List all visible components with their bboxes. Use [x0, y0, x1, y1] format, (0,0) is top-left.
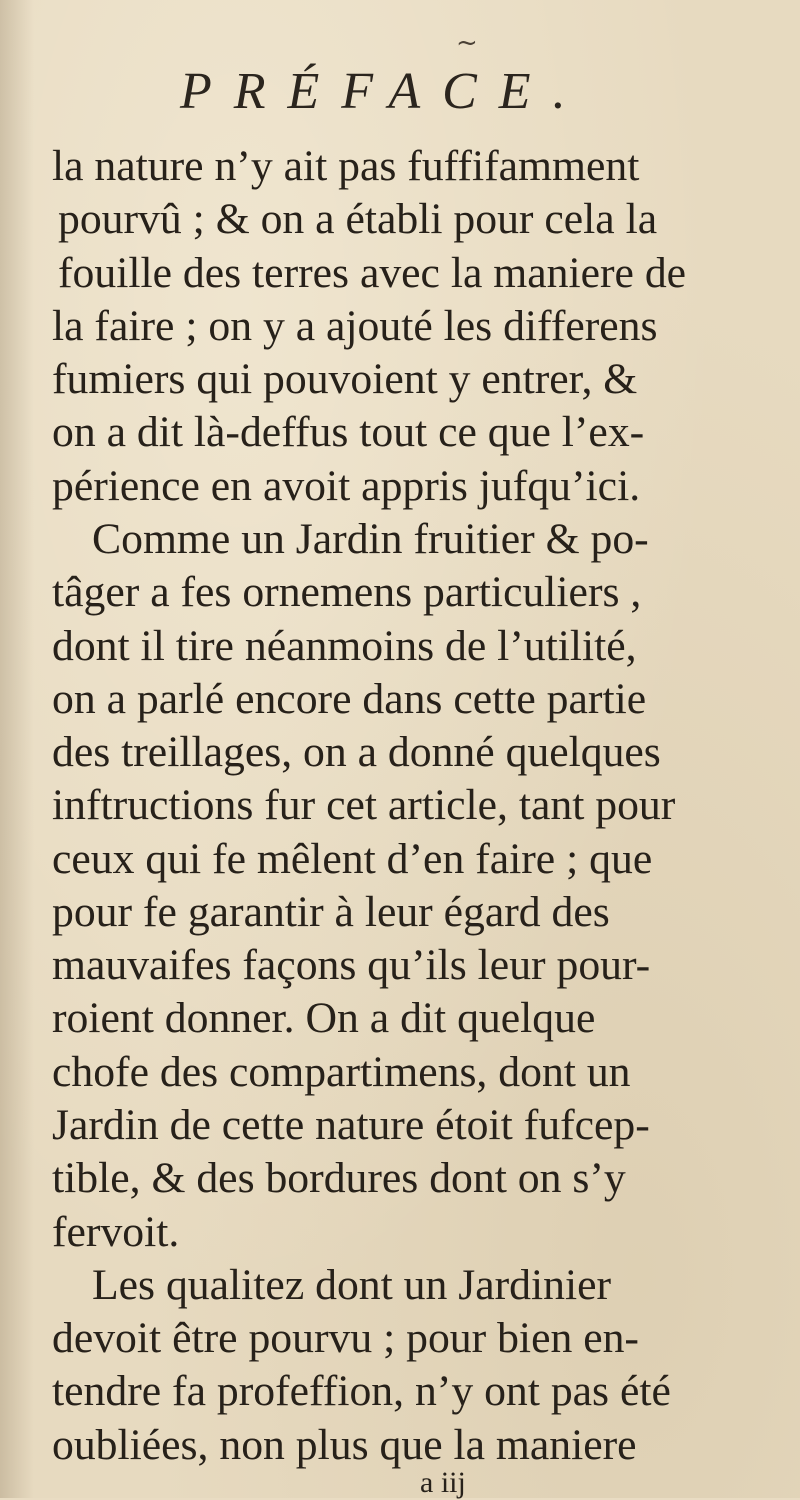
- text-line: tible, & des bordures dont on s’y: [52, 1154, 626, 1203]
- text-line: on a dit là-deffus tout ce que l’ex-: [52, 408, 645, 457]
- text-line: tendre fa profeffion, n’y ont pas été: [52, 1367, 671, 1416]
- text-line: pour fe garantir à leur égard des: [52, 887, 610, 936]
- text-line: fervoit.: [52, 1207, 180, 1256]
- text-line: chofe des compartimens, dont un: [52, 1047, 631, 1096]
- text-line: roient donner. On a dit quelque: [52, 994, 596, 1043]
- text-line: des treillages, on a donné quelques: [52, 728, 661, 777]
- page-signature: a iij: [420, 1466, 466, 1499]
- text-line: Comme un Jardin fruitier & po-: [92, 514, 649, 563]
- text-line: pourvû ; & on a établi pour cela la: [58, 195, 658, 244]
- stray-mark: ~: [456, 28, 478, 58]
- text-line: dont il tire néanmoins de l’utilité,: [52, 621, 637, 670]
- text-line: fouille des terres avec la maniere de: [58, 248, 687, 297]
- text-line: fumiers qui pouvoient y entrer, &: [52, 355, 638, 404]
- text-line: devoit être pourvu ; pour bien en-: [52, 1314, 639, 1363]
- text-line: Les qualitez dont un Jardinier: [92, 1260, 612, 1309]
- text-line: périence en avoit appris jufqu’ici.: [52, 461, 641, 510]
- text-line: tâger a fes ornemens particuliers ,: [52, 568, 642, 617]
- text-line: inftructions fur cet article, tant pour: [52, 781, 676, 830]
- page-header: PRÉFACE.: [180, 63, 588, 120]
- text-line: la nature n’y ait pas fuffifamment: [52, 142, 640, 190]
- text-line: Jardin de cette nature étoit fufcep-: [52, 1101, 650, 1150]
- text-line: ceux qui fe mêlent d’en faire ; que: [52, 834, 653, 883]
- text-line: mauvaifes façons qu’ils leur pour-: [52, 941, 651, 990]
- text-line: on a parlé encore dans cette partie: [52, 674, 647, 723]
- text-line: la faire ; on y a ajouté les differens: [52, 301, 658, 350]
- text-line: oubliées, non plus que la maniere: [52, 1420, 637, 1469]
